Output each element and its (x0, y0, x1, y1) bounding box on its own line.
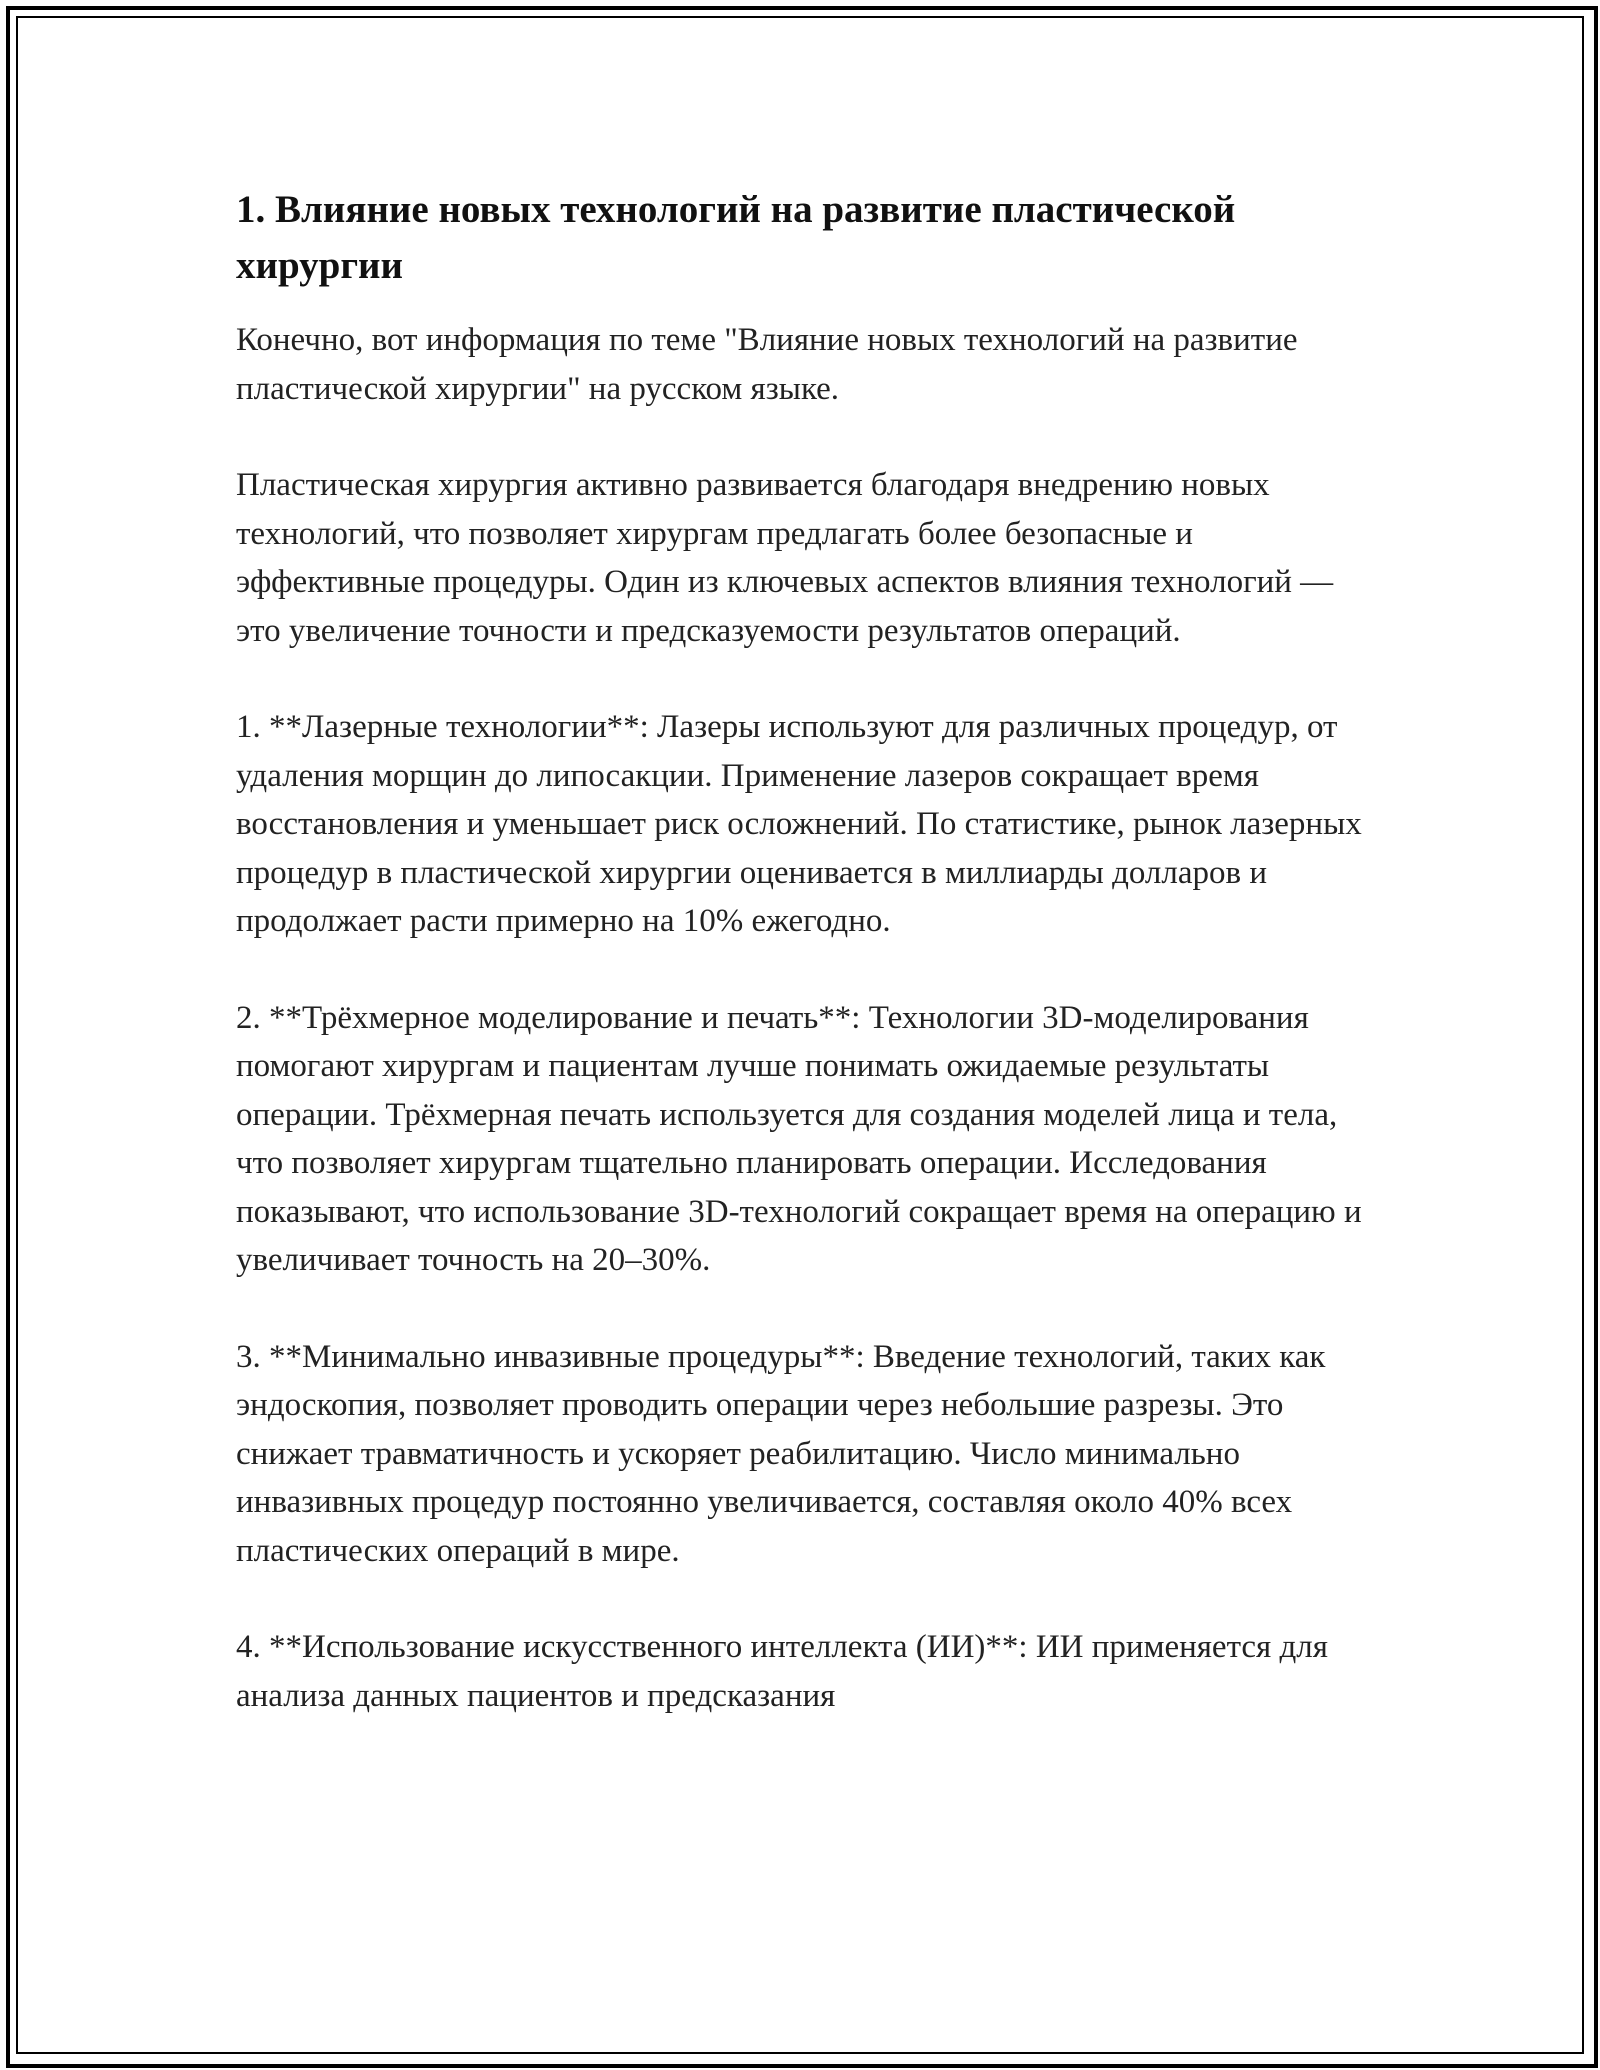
paragraph-intro: Конечно, вот информация по теме "Влияние новых технологий на развитие пластической хирургии" на русском языке. (236, 322, 1298, 407)
document-title: 1. Влияние новых технологий на развитие пластической хирургии (236, 188, 1236, 287)
list-item-minimally-invasive: 3. **Минимально инвазивные процедуры**: Введение технологий, таких как эндоскопия, позволяет проводить операции через небольшие разрезы. Это снижает травматичность и ускоряет реабилитацию. Число минимально инвазивных процедур постоянно увеличивается, составляя около 40% всех пластических операций в мире. (236, 1338, 1326, 1569)
list-item-3d-modeling: 2. **Трёхмерное моделирование и печать**: Технологии 3D-моделирования помогают хирургам и пациентам лучше понимать ожидаемые результаты операции. Трёхмерная печать используется для создания моделей лица и тела, что позволяет хирургам тщательно планировать операции. Исследования показывают, что использование 3D-технологий сокращает время на операцию и увеличивает точность на 20–30%. (236, 999, 1362, 1278)
list-item-artificial-intelligence: 4. **Использование искусственного интеллекта (ИИ)**: ИИ применяется для анализа данных пациентов и предсказания (236, 1629, 1328, 1714)
paragraph-overview: Пластическая хирургия активно развивается благодаря внедрению новых технологий, что позволяет хирургам предлагать более безопасные и эффективные процедуры. Один из ключевых аспектов влияния технологий — это увеличение точности и предсказуемости результатов операций. (236, 467, 1334, 649)
list-item-laser-technologies: 1. **Лазерные технологии**: Лазеры используют для различных процедур, от удаления морщин до липосакции. Применение лазеров сокращает время восстановления и уменьшает риск осложнений. По статистике, рынок лазерных процедур в пластической хирургии оценивается в миллиарды долларов и продолжает расти примерно на 10% ежегодно. (236, 709, 1362, 939)
document-body (236, 182, 1376, 1768)
